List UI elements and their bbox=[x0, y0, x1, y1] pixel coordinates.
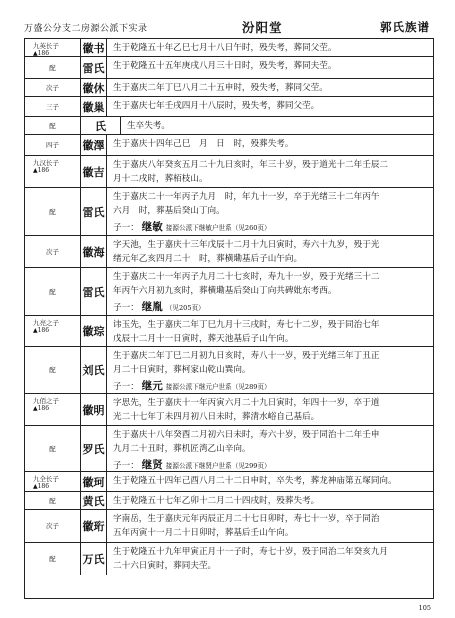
record-line: 光二十七年丁未四月初八日未时，葬清水峪自己基后。 bbox=[113, 412, 320, 422]
person-name: 徽珩 bbox=[82, 520, 105, 533]
record-line: 生于嘉庆二年丁巳八月二十五申时，殁失考，葬同父茔。 bbox=[113, 83, 328, 93]
heir-name: 继胤 bbox=[141, 301, 163, 313]
person-name: 徽吉 bbox=[82, 165, 105, 179]
relation-label bbox=[25, 248, 80, 256]
relation-label bbox=[25, 84, 80, 92]
record-cell bbox=[107, 492, 433, 509]
record-cell bbox=[107, 39, 433, 56]
relation-cell bbox=[25, 472, 81, 491]
relation-cell bbox=[25, 156, 81, 187]
name-cell bbox=[81, 39, 107, 56]
relation-text: 配 bbox=[49, 287, 56, 296]
relation-text: 四子 bbox=[46, 141, 59, 149]
header-branch-title: 万盛公分支二房源公派下实录 bbox=[24, 24, 148, 34]
relation-text: 配 bbox=[49, 121, 56, 130]
header-genealogy-title: 郭氏族谱 bbox=[380, 20, 430, 34]
record-line: 字南岳，生于嘉庆元年丙辰正月二十七日卯时，寿七十一岁，卒于同治 bbox=[113, 514, 380, 524]
person-name: 徽澤 bbox=[82, 139, 105, 152]
name-cell bbox=[81, 268, 107, 315]
record-line: 绪元年乙亥四月二十 时，葬横墈基后子山午向。 bbox=[113, 254, 303, 264]
record-line: 讳玉先，生于嘉庆二年丁巳九月十三戌时，寿七十二岁，殁于同治七年 bbox=[113, 320, 380, 330]
relation-text: 次子 bbox=[46, 83, 59, 92]
record-cell bbox=[107, 347, 433, 393]
name-cell bbox=[81, 57, 107, 78]
relation-cell bbox=[25, 236, 81, 267]
table-row bbox=[25, 472, 433, 492]
person-name: 雷氏 bbox=[82, 61, 105, 75]
heir-reference-note: 接源公派下继敏户世系（见260页） bbox=[165, 224, 271, 232]
name-cell bbox=[81, 135, 107, 155]
relation-label bbox=[25, 445, 80, 453]
record-line: 月二十日寅时，葬柯家山乾山巽向。 bbox=[113, 365, 251, 375]
name-cell bbox=[81, 117, 121, 134]
heir-reference-note: （见205页） bbox=[165, 304, 205, 312]
name-cell bbox=[81, 156, 107, 187]
person-name: 徽明 bbox=[82, 403, 105, 417]
relation-label bbox=[25, 497, 80, 505]
record-line: 生于嘉庆十四年己巳 月 日 时，殁葬失考。 bbox=[113, 139, 294, 149]
relation-label bbox=[25, 555, 80, 563]
person-name: 刘氏 bbox=[82, 364, 105, 377]
record-line: 生卒失考。 bbox=[127, 121, 170, 131]
relation-label bbox=[25, 366, 80, 374]
record-cell bbox=[121, 117, 433, 134]
record-line: 生于嘉庆二十一年丙子九月 时，年九十一岁，卒于光绪三十二年丙午 bbox=[113, 192, 380, 202]
record-cell bbox=[107, 57, 433, 78]
relation-cell bbox=[25, 188, 81, 235]
record-cell bbox=[107, 510, 433, 542]
table-row bbox=[25, 39, 433, 57]
table-row bbox=[25, 347, 433, 394]
table-row bbox=[25, 510, 433, 543]
record-cell bbox=[107, 426, 433, 471]
relation-label bbox=[25, 208, 80, 216]
relation-label bbox=[33, 475, 59, 491]
record-cell bbox=[107, 188, 433, 235]
person-name: 氏 bbox=[95, 119, 106, 133]
record-line: 生于嘉庆十八年癸酉二月初六日未时，寿六十岁，殁于同治十二年壬申 bbox=[113, 430, 380, 440]
record-line: 字天池，生于嘉庆十三年戊辰十二月十九日寅时，寿六十九岁，殁于光 bbox=[113, 240, 380, 250]
generation-marker: ▲186 bbox=[33, 167, 50, 174]
record-line: 月十二戌时，葬栢枝山。 bbox=[113, 174, 208, 184]
table-row bbox=[25, 426, 433, 472]
table-row bbox=[25, 156, 433, 188]
relation-text: 配 bbox=[49, 63, 56, 72]
relation-cell bbox=[25, 316, 81, 346]
record-line: 九月二十丑时，葬机匠湾乙山辛向。 bbox=[113, 444, 251, 454]
relation-label bbox=[25, 288, 80, 296]
genealogy-table bbox=[24, 38, 434, 599]
table-row bbox=[25, 97, 433, 117]
relation-text: 九汉长子 bbox=[33, 159, 59, 167]
relation-text: 九佰之子 bbox=[33, 397, 59, 405]
relation-label bbox=[25, 522, 80, 530]
table-row bbox=[25, 236, 433, 268]
name-cell bbox=[81, 426, 107, 471]
heir-prefix: 子一： bbox=[113, 461, 139, 471]
relation-label bbox=[25, 64, 80, 72]
generation-marker: ▲186 bbox=[33, 327, 50, 334]
relation-cell bbox=[25, 79, 81, 96]
record-line: 五年丙寅十一月二十日卯时，葬基后壬山午向。 bbox=[113, 528, 294, 538]
record-cell bbox=[107, 472, 433, 491]
heir-name: 继敏 bbox=[141, 221, 163, 233]
table-row bbox=[25, 543, 433, 575]
relation-cell bbox=[25, 426, 81, 471]
relation-text: 九全长子 bbox=[33, 475, 59, 483]
table-row bbox=[25, 79, 433, 97]
relation-label bbox=[33, 397, 59, 413]
generation-marker: ▲186 bbox=[33, 50, 50, 57]
relation-label bbox=[33, 319, 59, 335]
record-line: 二十六日寅时，葬同夫茔。 bbox=[113, 561, 217, 571]
relation-cell bbox=[25, 543, 81, 575]
record-cell bbox=[107, 394, 433, 425]
heir-prefix: 子一： bbox=[113, 303, 139, 313]
heir-line bbox=[113, 379, 429, 394]
relation-cell bbox=[25, 97, 81, 116]
relation-text: 配 bbox=[49, 444, 56, 453]
table-row bbox=[25, 492, 433, 510]
header-hall-name: 汾阳堂 bbox=[242, 20, 283, 35]
relation-cell bbox=[25, 492, 81, 509]
relation-cell bbox=[25, 268, 81, 315]
relation-cell bbox=[25, 510, 81, 542]
record-line: 生于乾隆五十年乙巳七月十八日午时，殁失考，葬同父茔。 bbox=[113, 43, 337, 53]
relation-text: 九亮之子 bbox=[33, 319, 59, 327]
table-row bbox=[25, 135, 433, 156]
record-line: 年丙午六月初九亥时，葬横墈基后癸山丁向共碑妣东考西。 bbox=[113, 286, 337, 296]
relation-text: 次子 bbox=[46, 247, 59, 256]
relation-label bbox=[33, 159, 59, 175]
table-row bbox=[25, 316, 433, 347]
name-cell bbox=[81, 543, 107, 575]
generation-marker: ▲186 bbox=[33, 483, 50, 490]
table-row bbox=[25, 188, 433, 236]
record-cell bbox=[107, 79, 433, 96]
relation-text: 九英长子 bbox=[33, 42, 59, 50]
record-line: 生于乾隆五十九年甲寅正月十一子时，寿七十岁，殁于同治二年癸亥九月 bbox=[113, 547, 389, 557]
name-cell bbox=[81, 316, 107, 346]
person-name: 徽珂 bbox=[82, 475, 105, 489]
record-cell bbox=[107, 543, 433, 575]
name-cell bbox=[81, 79, 107, 96]
table-row bbox=[25, 57, 433, 79]
person-name: 徽休 bbox=[82, 81, 105, 95]
heir-line bbox=[113, 300, 429, 315]
person-name: 黄氏 bbox=[82, 494, 105, 508]
heir-line bbox=[113, 220, 429, 235]
record-line: 生于乾隆五十七年乙卯十二月二十四戌时，殁葬失考。 bbox=[113, 496, 320, 506]
person-name: 雷氏 bbox=[82, 285, 105, 299]
heir-prefix: 子一： bbox=[113, 382, 139, 392]
relation-label bbox=[25, 141, 80, 149]
record-line: 生于乾隆五十五年庚戌八月三十日时，殁失考，葬同夫茔。 bbox=[113, 61, 337, 71]
generation-marker: ▲186 bbox=[33, 405, 50, 412]
relation-label bbox=[25, 122, 80, 130]
record-line: 生于嘉庆八年癸亥五月二十九日亥时，年三十岁，殁于道光十二年壬辰二 bbox=[113, 160, 389, 170]
person-name: 徽海 bbox=[82, 245, 105, 259]
record-cell bbox=[107, 236, 433, 267]
relation-text: 三子 bbox=[46, 102, 59, 111]
person-name: 雷氏 bbox=[82, 205, 105, 219]
relation-text: 配 bbox=[49, 207, 56, 216]
name-cell bbox=[81, 236, 107, 267]
record-cell bbox=[107, 268, 433, 315]
relation-label bbox=[33, 42, 59, 58]
record-cell bbox=[107, 97, 433, 116]
table-row bbox=[25, 268, 433, 316]
heir-name: 继元 bbox=[141, 380, 163, 392]
name-cell bbox=[81, 492, 107, 509]
person-name: 万氏 bbox=[82, 553, 105, 566]
relation-text: 配 bbox=[49, 366, 56, 374]
table-row bbox=[25, 117, 433, 135]
record-line: 生于嘉庆七年壬戌四月十八辰时，殁失考，葬同父茔。 bbox=[113, 101, 320, 111]
person-name: 徽书 bbox=[82, 41, 105, 55]
record-line: 生于嘉庆二十一年丙子九月二十七亥时，寿九十一岁，殁于光绪三十二 bbox=[113, 272, 380, 282]
name-cell bbox=[81, 510, 107, 542]
name-cell bbox=[81, 394, 107, 425]
heir-line bbox=[113, 458, 429, 473]
record-line: 六月 时，葬基后癸山丁向。 bbox=[113, 206, 225, 216]
person-name: 徽巢 bbox=[82, 100, 105, 114]
relation-cell bbox=[25, 394, 81, 425]
relation-text: 配 bbox=[49, 496, 56, 505]
relation-cell bbox=[25, 347, 81, 393]
page-number: 105 bbox=[418, 604, 431, 612]
person-name: 徽琮 bbox=[82, 325, 105, 338]
page-header bbox=[24, 18, 434, 38]
heir-prefix: 子一： bbox=[113, 223, 139, 233]
record-cell bbox=[107, 156, 433, 187]
heir-reference-note: 接源公派下继元户世系（见289页） bbox=[165, 383, 271, 391]
relation-cell bbox=[25, 57, 81, 78]
heir-reference-note: 接源公派下继贤户世系（见299页） bbox=[165, 462, 271, 470]
name-cell bbox=[81, 188, 107, 235]
relation-cell bbox=[25, 39, 81, 56]
person-name: 罗氏 bbox=[82, 442, 105, 456]
name-cell bbox=[81, 97, 107, 116]
record-line: 戊辰十二月十一日寅时，葬天池基后子山午向。 bbox=[113, 334, 294, 344]
record-cell bbox=[107, 135, 433, 155]
relation-text: 次子 bbox=[46, 522, 59, 530]
table-row bbox=[25, 394, 433, 426]
name-cell bbox=[81, 472, 107, 491]
record-cell bbox=[107, 316, 433, 346]
record-line: 生于乾隆五十四年己酉八月二十二日申时，卒失考，葬龙神庙第五塚同向。 bbox=[113, 476, 397, 486]
name-cell bbox=[81, 347, 107, 393]
record-line: 生于嘉庆二年丁巳二月初九日亥时，寿八十一岁，殁于光绪三年丁丑正 bbox=[113, 351, 380, 361]
relation-cell bbox=[25, 117, 81, 134]
relation-cell bbox=[25, 135, 81, 155]
heir-name: 继贤 bbox=[141, 459, 163, 471]
relation-label bbox=[25, 103, 80, 111]
record-line: 字思先，生于嘉庆十一年丙寅六月二十九日寅时，年四十一岁，卒于道 bbox=[113, 398, 380, 408]
relation-text: 配 bbox=[49, 555, 56, 563]
